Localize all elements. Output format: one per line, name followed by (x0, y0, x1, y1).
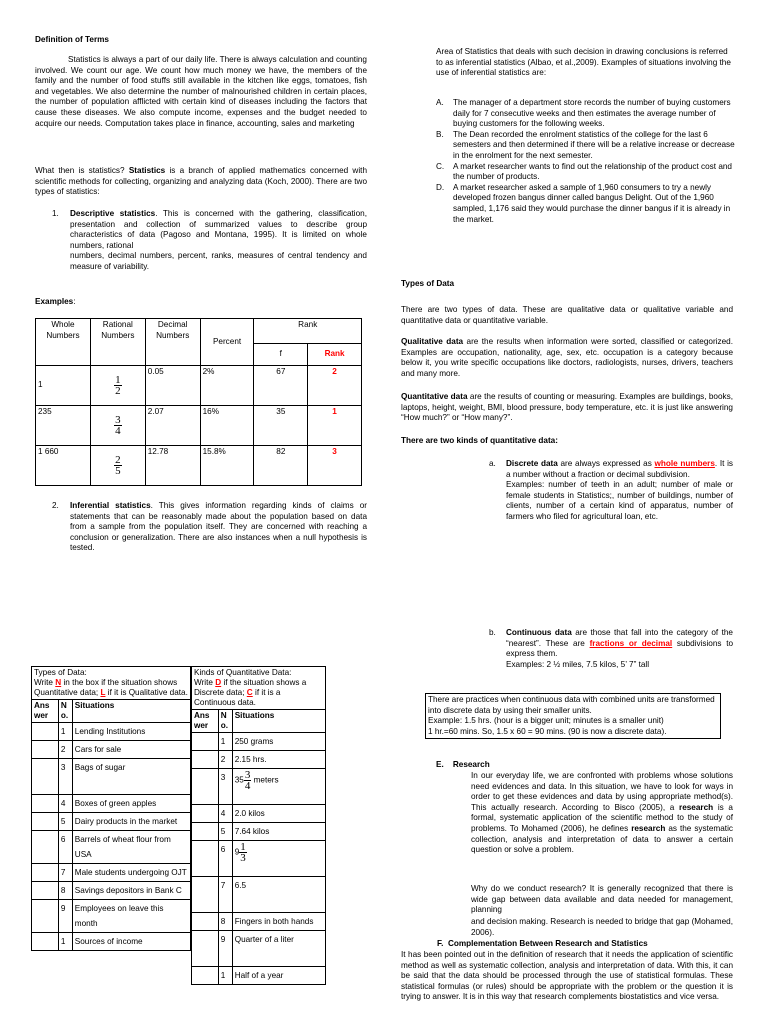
table-row (36, 446, 362, 486)
cell-percent: 16% (200, 406, 254, 446)
answer-box[interactable] (192, 769, 219, 805)
answer-box[interactable] (192, 967, 219, 985)
instr-text: if it is Qualitative data. (107, 688, 188, 697)
cell-f: 35 (254, 406, 308, 446)
examples-colon: : (73, 297, 76, 306)
instr-code: L (100, 688, 106, 697)
cell-rational (90, 366, 145, 406)
answer-box[interactable] (192, 751, 219, 769)
item-text: A market researcher wants to find out the relationship of the product cost and the number of products. (453, 161, 732, 182)
examples-label (35, 297, 76, 308)
header-whole: Whole Numbers (36, 319, 91, 366)
instr-text: if it is a Continuous data. (194, 688, 281, 707)
row-no: 9 (218, 931, 232, 967)
quiz-title-line: Types of Data: (34, 668, 87, 677)
table-row (36, 406, 362, 446)
definition-text: is a branch of applied mathematics concerned with scientific methods for collecting, organizing and analyzing data (Koch, 2000). There are two types of statistics: (35, 166, 367, 197)
header-decimal: Decimal Numbers (145, 319, 200, 366)
row-situation: Fingers in both hands (232, 913, 325, 931)
inferential-examples (436, 98, 736, 225)
qualitative-text: are the results when information were sorted, classified or categorized. Examples are occupation, nationality, age, sex, etc. occupation is a category because below it, you write specific occupations like doctors, radiologists, nurses, drivers, teachers and many more. (401, 337, 733, 378)
col-answer (192, 710, 219, 733)
table-row (192, 769, 326, 805)
types-paragraph: There are two types of data. These are qualitative data or qualitative variable and quantitative data or quantitative variable. (401, 305, 733, 325)
table-row (32, 723, 191, 741)
col-situations: Situations (232, 710, 325, 733)
instr-text: if the situation shows a Discrete data; (194, 678, 307, 697)
row-no: 9 (58, 900, 72, 933)
two-kinds-heading: There are two kinds of quantitative data: (401, 436, 558, 445)
mixed-whole: 35 (234, 775, 244, 785)
fraction (114, 375, 122, 396)
research-paragraph-1 (471, 771, 733, 856)
answer-box[interactable] (32, 864, 59, 882)
col-no: No. (218, 710, 232, 733)
qualitative-term: Qualitative data (401, 337, 464, 346)
header-rational: Rational Numbers (90, 319, 145, 366)
complementation-paragraph: It has been pointed out in the definition of research that it needs the application of scientific method as well as systematic collection, analysis and interpretation of data. With this, it can be said that the data should be processed through the use of statistical formulas. These statistical formulas (or rules) should be appropriate with the problem or the question it is trying to answer. It is in this way that research complements biostatistics and vice versa. (401, 950, 733, 1002)
inferential-item (52, 501, 367, 554)
row-situation (232, 769, 325, 805)
row-situation: Dairy products in the market (72, 813, 190, 831)
row-situation: 6.5 (232, 877, 325, 913)
cell-percent: 15.8% (200, 446, 254, 486)
quiz-header-row (192, 710, 326, 733)
answer-box[interactable] (32, 831, 59, 864)
list-item (436, 98, 736, 130)
research-text: In our everyday life, we are confronted with problems whose solutions need evidences and data. In this situation, we have to look for ways in order to get these evidences and data by using appropriate method(s). This actually research. According to Bisco (2005), a (471, 771, 733, 812)
row-situation: 2.15 hrs. (232, 751, 325, 769)
col-answer-a: Ans (194, 711, 210, 720)
table-row (32, 864, 191, 882)
answer-box[interactable] (192, 913, 219, 931)
numerator: 3 (115, 414, 121, 426)
table-row (192, 805, 326, 823)
col-answer-a: Ans (34, 701, 50, 710)
answer-box[interactable] (32, 723, 59, 741)
denominator: 4 (115, 425, 121, 437)
row-situation: Boxes of green apples (72, 795, 190, 813)
descriptive-text: . This is concerned with the gathering, classification, presentation and collection of summarized values to describe group characteristics of data (Pagoso and Montana, 1995). It is limited on whole numbers, rational (70, 209, 367, 250)
row-situation: Cars for sale (72, 741, 190, 759)
cell-rank: 2 (308, 366, 362, 406)
row-no: 1 (58, 933, 72, 951)
item-number: 2. (52, 501, 59, 510)
unit-text: meters (253, 775, 279, 785)
fraction (244, 770, 252, 791)
table-row (192, 931, 326, 967)
item-text: The Dean recorded the enrolment statistics of the college for the last 6 semesters and then determined if there will be a relative increase or decrease in the enrolment for the next semester. (453, 129, 735, 160)
col-answer-b: wer (34, 711, 49, 720)
cell-whole: 235 (36, 406, 91, 446)
discrete-term: Discrete data (506, 459, 558, 468)
continuous-text: are those that fall into the category of the “nearest”. These are (506, 628, 733, 648)
row-no: 6 (218, 841, 232, 877)
quantitative-paragraph (401, 392, 733, 424)
note-line: 1 hr.=60 mins. So, 1.5 x 60 = 90 mins. (90 is now a discrete data). (428, 726, 667, 736)
examples-header-row (36, 319, 362, 344)
row-no: 1 (218, 733, 232, 751)
item-number: 1. (52, 209, 59, 218)
answer-box[interactable] (32, 741, 59, 759)
descriptive-term: Descriptive statistics (70, 209, 156, 218)
quantitative-term: Quantitative data (401, 392, 468, 401)
row-situation: 7.64 kilos (232, 823, 325, 841)
table-row (192, 751, 326, 769)
inferential-continuation: Area of Statistics that deals with such decision in drawing conclusions is referred to as inferential statistics (Albao, et al.,2009). Examples of situations involving the use of inferential statistics are: (436, 47, 731, 78)
numerator: 1 (115, 374, 121, 386)
row-situation (232, 841, 325, 877)
examples-table (35, 318, 362, 486)
types-heading: Types of Data (401, 279, 455, 288)
cell-rank: 1 (308, 406, 362, 446)
discrete-text: are always expressed as (560, 459, 652, 468)
complementation-heading (437, 939, 648, 950)
row-situation: Male students undergoing OJT (72, 864, 190, 882)
statistics-definition (35, 166, 367, 198)
list-item (436, 183, 736, 225)
table-row (192, 877, 326, 913)
continuous-highlight: fractions or decimal (589, 638, 673, 648)
header-rank: Rank (254, 319, 362, 344)
note-line: Example: 1.5 hrs. (hour is a bigger unit; minutes is a smaller unit) (428, 716, 664, 726)
discrete-item (489, 459, 733, 523)
fraction (114, 455, 122, 476)
denominator: 5 (115, 465, 121, 477)
row-no: 1 (58, 723, 72, 741)
section-title: Complementation Between Research and Statistics (447, 939, 648, 948)
continuous-examples: Examples: 2 ½ miles, 7.5 kilos, 5’ 7” tall (506, 659, 650, 669)
discrete-text-2: . It is a number without a fraction or decimal subdivision. (506, 459, 733, 479)
cell-rational (90, 406, 145, 446)
table-row (32, 900, 191, 933)
answer-box[interactable] (192, 805, 219, 823)
col-no: No. (58, 700, 72, 723)
descriptive-item (52, 209, 367, 273)
header-rank-sub: Rank (308, 344, 362, 366)
quiz-title-kinds (192, 667, 326, 710)
row-no: 2 (218, 751, 232, 769)
fraction (239, 842, 247, 863)
table-row (32, 759, 191, 795)
mixed-whole: 9 (234, 847, 240, 857)
table-row (36, 366, 362, 406)
row-situation: Half of a year (232, 967, 325, 985)
table-row (32, 831, 191, 864)
row-situation: Savings depositors in Bank C (72, 882, 190, 900)
examples-label-text: Examples (35, 297, 74, 306)
research-paragraph-2: Why do we conduct research? It is generally recognized that there is wide gap between data available and data needed for management, planning (471, 884, 733, 915)
answer-box[interactable] (192, 877, 219, 913)
cell-percent: 2% (200, 366, 254, 406)
quiz-title-types (32, 667, 191, 700)
table-row (32, 795, 191, 813)
table-row (192, 841, 326, 877)
answer-box[interactable] (32, 795, 59, 813)
row-no: 8 (218, 913, 232, 931)
note-line: There are practices when continuous data with combined units are transformed into discrete data by using their smaller units. (428, 695, 715, 715)
row-no: 5 (58, 813, 72, 831)
research-heading (436, 760, 490, 771)
qualitative-paragraph (401, 337, 733, 379)
item-text: The manager of a department store records the number of buying customers daily for 7 consecutive weeks and then estimates the average number of buying customers for the following weeks. (453, 98, 731, 129)
answer-box[interactable] (192, 931, 219, 967)
row-no: 1 (218, 967, 232, 985)
col-answer (32, 700, 59, 723)
instr-text: in the box if the situation shows Quantitative data; (34, 678, 178, 697)
list-item (436, 162, 736, 183)
row-no: 2 (58, 741, 72, 759)
denominator: 4 (244, 780, 251, 792)
answer-box[interactable] (32, 813, 59, 831)
row-situation: Barrels of wheat flour from USA (72, 831, 190, 864)
item-letter: a. (489, 459, 496, 468)
discrete-examples: Examples: number of teeth in an adult; number of male or female students in Statistics;, number of buildings, number of clients, number of a certain kind of apparatus, number of farmers who filed for agricultural loan, etc. (506, 480, 733, 521)
header-f: f (254, 344, 308, 366)
row-situation: Quarter of a liter (232, 931, 325, 967)
instr-code: C (246, 688, 253, 697)
quantitative-text: are the results of counting or measuring. Examples are buildings, books, laptops, height, weight, BMI, blood pressure, body temperature, etc. it is just like answering “How much?” or “How many?”. (401, 392, 733, 423)
row-situation: Bags of sugar (72, 759, 190, 795)
numerator: 2 (115, 454, 121, 466)
instr-text: Write (34, 678, 53, 687)
research-term: research (679, 802, 714, 812)
cell-f: 82 (254, 446, 308, 486)
cell-f: 67 (254, 366, 308, 406)
cell-decimal: 12.78 (145, 446, 200, 486)
section-title: Research (452, 760, 490, 769)
header-percent: Percent (200, 319, 254, 366)
row-no: 7 (58, 864, 72, 882)
definition-lead: What then is statistics? (35, 166, 125, 175)
item-letter: b. (489, 628, 496, 637)
item-text: A market researcher asked a sample of 1,960 consumers to try a newly developed frozen bangus dinner called bangus Delight. Out of the 1,960 sampled, 1,176 said they would purchase the dinner bangus if it is already in the market. (453, 182, 731, 224)
inferential-text: . This gives information regarding kinds of claims or statements that can be reasonably made about the population based on data from a sample from the population itself. They are concerned with reaching a conclusion or generalization. There are also instances when a null hypothesis is tested. (70, 501, 367, 553)
answer-box[interactable] (32, 759, 59, 795)
research-paragraph-3: and decision making. Research is needed to bridge that gap (Mohamed, 2006). (471, 917, 733, 937)
table-row (32, 882, 191, 900)
quiz-title-row (192, 667, 326, 710)
statistics-term: Statistics (128, 166, 166, 175)
cell-decimal: 0.05 (145, 366, 200, 406)
item-letter: B. (436, 129, 444, 139)
quiz-instructions (194, 678, 323, 708)
continuous-term: Continuous data (506, 628, 572, 637)
list-item (436, 130, 736, 162)
answer-box[interactable] (32, 900, 59, 933)
intro-paragraph: Statistics is always a part of our daily life. There is always calculation and counting involved. We count our age. We count how much money we have, the members of the family and the number of food stuffs still available in the kitchen like eggs, tomatoes, fish and vegetables. We also determine the number of malnourished children in certain places, the number of population afflicted with certain kind of diseases including the factors that cause these diseases. We also compute income, expenses and the budget needed to acquire our needs. Computation takes place in finance, accounting, sales and marketing (35, 55, 367, 128)
row-no: 4 (58, 795, 72, 813)
cell-whole: 1 (36, 366, 91, 406)
cell-decimal: 2.07 (145, 406, 200, 446)
cell-rational (90, 446, 145, 486)
numerator: 1 (240, 841, 246, 853)
item-letter: A. (436, 98, 444, 107)
cell-whole: 1 660 (36, 446, 91, 486)
fraction (114, 415, 122, 436)
item-letter: C. (436, 161, 445, 171)
quiz-table-types (31, 666, 191, 951)
page-heading: Definition of Terms (35, 35, 109, 44)
discrete-highlight: whole numbers (654, 459, 715, 468)
quiz-title-row (32, 667, 191, 700)
answer-box[interactable] (192, 823, 219, 841)
denominator: 3 (240, 852, 246, 864)
research-text: as the systematic collection, analysis and interpretation of data to answer a certain question or solve a problem. (471, 823, 733, 855)
col-situations: Situations (72, 700, 190, 723)
cell-rank: 3 (308, 446, 362, 486)
instr-code: N (55, 678, 62, 687)
note-box (425, 693, 721, 739)
answer-box[interactable] (32, 882, 59, 900)
row-no: 4 (218, 805, 232, 823)
inferential-term: Inferential statistics (70, 501, 151, 510)
continuous-text-2: subdivisions to express them. (506, 638, 734, 659)
row-no: 6 (58, 831, 72, 864)
table-row (32, 813, 191, 831)
table-row (192, 913, 326, 931)
row-no: 5 (218, 823, 232, 841)
quiz-header-row (32, 700, 191, 723)
numerator: 3 (244, 769, 251, 781)
table-row (192, 733, 326, 751)
answer-box[interactable] (192, 733, 219, 751)
research-term: research (631, 823, 666, 833)
quiz-table-kinds (191, 666, 326, 985)
section-letter: F. (437, 939, 444, 948)
table-row (32, 933, 191, 951)
descriptive-text-cont: numbers, decimal numbers, percent, ranks, measures of central tendency and measure of variability. (70, 251, 367, 271)
col-answer-b: wer (194, 721, 209, 730)
row-no: 7 (218, 877, 232, 913)
table-row (192, 967, 326, 985)
row-situation: Sources of income (72, 933, 190, 951)
row-situation: Employees on leave this month (72, 900, 190, 933)
quiz-instructions (34, 678, 188, 698)
row-no: 3 (218, 769, 232, 805)
item-letter: D. (436, 182, 445, 192)
table-row (32, 741, 191, 759)
row-no: 8 (58, 882, 72, 900)
continuous-item (489, 628, 733, 670)
row-situation: 250 grams (232, 733, 325, 751)
answer-box[interactable] (32, 933, 59, 951)
denominator: 2 (115, 385, 121, 397)
research-text: is a formal, systematic application of the scientific method to the study of problems. To Mohamed (2006), he defines (471, 802, 733, 833)
row-situation: Lending Institutions (72, 723, 190, 741)
instr-text: Write (194, 678, 213, 687)
row-no: 3 (58, 759, 72, 795)
row-situation: 2.0 kilos (232, 805, 325, 823)
quiz-title-line: Kinds of Quantitative Data: (194, 668, 292, 677)
answer-box[interactable] (192, 841, 219, 877)
section-letter: E. (436, 760, 444, 769)
instr-code: D (215, 678, 222, 687)
table-row (192, 823, 326, 841)
